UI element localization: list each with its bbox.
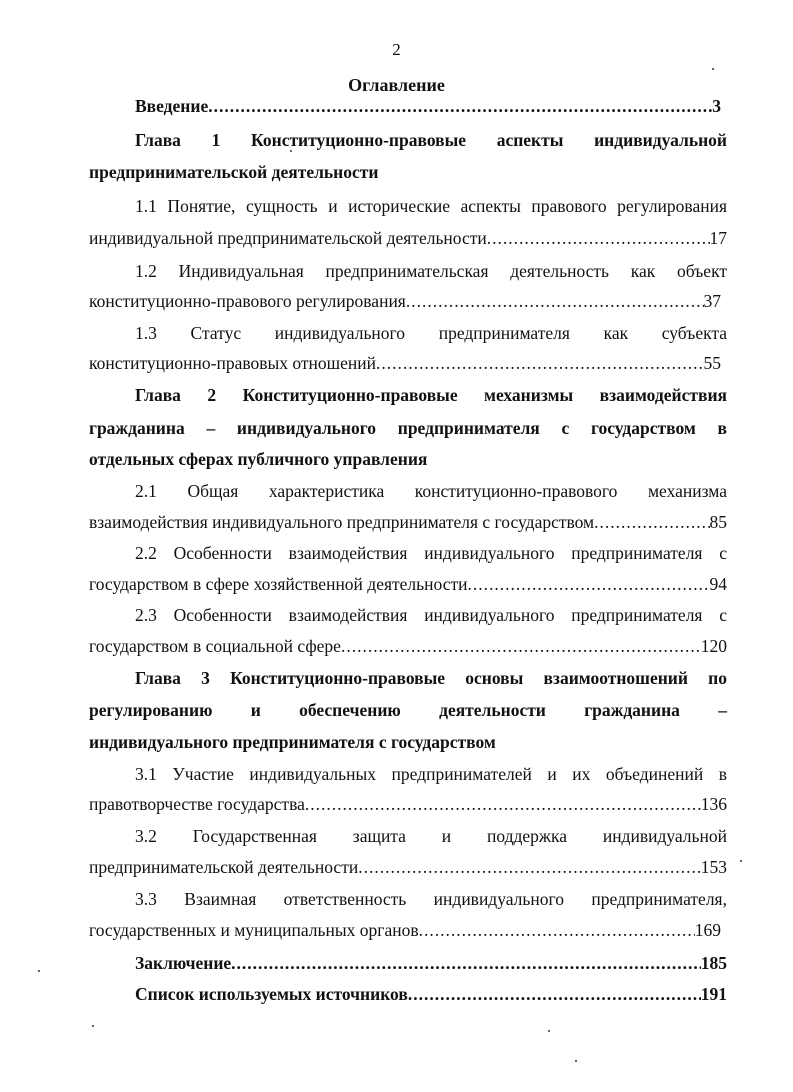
toc-title: Оглавление bbox=[348, 75, 445, 95]
page-number: 2 bbox=[392, 40, 401, 59]
chapter-1-heading-cont: предпринимательской деятельности bbox=[89, 162, 379, 182]
dot-leader bbox=[376, 353, 703, 373]
dot-leader bbox=[467, 574, 709, 594]
dot-leader bbox=[231, 953, 701, 973]
toc-entry-page: 153 bbox=[700, 857, 727, 877]
toc-entry-label: конституционно-правовых отношений bbox=[89, 353, 377, 373]
toc-entry-page: 17 bbox=[709, 228, 727, 248]
toc-entry-1-1[interactable]: 1.1 Понятие, сущность и исторические аспекты правового регулирования bbox=[135, 196, 727, 216]
toc-entry-2-2[interactable]: 2.2 Особенности взаимодействия индивидуального предпринимателя с bbox=[135, 543, 727, 563]
toc-entry-label: государством в сфере хозяйственной деятельности bbox=[89, 574, 468, 594]
dot-leader bbox=[594, 512, 709, 532]
toc-entry-label: Введение bbox=[135, 96, 209, 116]
toc-entry-page: 94 bbox=[709, 574, 727, 594]
scan-speck bbox=[290, 150, 292, 152]
toc-entry-page: 136 bbox=[700, 794, 727, 814]
toc-entry-1-3[interactable]: 1.3 Статус индивидуального предпринимателя как субъекта bbox=[135, 323, 727, 343]
dot-leader bbox=[408, 984, 701, 1004]
toc-entry-label: Заключение bbox=[135, 953, 232, 973]
toc-entry-3-3[interactable]: 3.3 Взаимная ответственность индивидуального предпринимателя, bbox=[135, 889, 727, 909]
dot-leader bbox=[406, 291, 704, 311]
dot-leader bbox=[419, 920, 695, 940]
dot-leader bbox=[341, 636, 701, 656]
toc-entry-label: предпринимательской деятельности bbox=[89, 857, 359, 877]
chapter-3-heading-cont-2: индивидуального предпринимателя с государством bbox=[89, 732, 496, 752]
dot-leader bbox=[208, 96, 712, 116]
scan-speck bbox=[575, 1060, 577, 1062]
chapter-2-heading[interactable]: Глава 2 Конституционно-правовые механизмы взаимодействия bbox=[135, 385, 727, 405]
toc-entry-page: 120 bbox=[700, 636, 727, 656]
chapter-2-heading-cont: гражданина – индивидуального предпринимателя с государством в bbox=[89, 418, 727, 438]
toc-entry-3-2[interactable]: 3.2 Государственная защита и поддержка индивидуальной bbox=[135, 826, 727, 846]
toc-entry-page: 169 bbox=[694, 920, 721, 940]
toc-entry-label: взаимодействия индивидуального предпринимателя с государством bbox=[89, 512, 595, 532]
toc-entry-3-1-cont bbox=[89, 794, 727, 814]
toc-entry-label: индивидуальной предпринимательской деятельности bbox=[89, 228, 487, 248]
toc-entry-2-1-cont bbox=[89, 512, 727, 532]
toc-entry-3-3-cont bbox=[89, 920, 721, 940]
toc-entry-label: Список используемых источников bbox=[135, 984, 408, 1004]
toc-entry-1-2-cont bbox=[89, 291, 721, 311]
toc-entry-page: 185 bbox=[700, 953, 727, 973]
scan-speck bbox=[712, 68, 714, 70]
toc-entry-page: 85 bbox=[709, 512, 727, 532]
dot-leader bbox=[487, 228, 710, 248]
scan-speck bbox=[548, 1030, 550, 1032]
chapter-2-heading-cont-2: отдельных сферах публичного управления bbox=[89, 449, 428, 469]
scan-speck bbox=[38, 970, 40, 972]
toc-entry-page: 191 bbox=[700, 984, 727, 1004]
toc-entry-2-1[interactable]: 2.1 Общая характеристика конституционно-правового механизма bbox=[135, 481, 727, 501]
toc-entry-3-2-cont bbox=[89, 857, 727, 877]
toc-entry-label: государством в социальной сфере bbox=[89, 636, 341, 656]
chapter-3-heading-cont: регулированию и обеспечению деятельности гражданина – bbox=[89, 700, 727, 720]
toc-entry-1-3-cont bbox=[89, 353, 721, 373]
toc-entry-2-3[interactable]: 2.3 Особенности взаимодействия индивидуального предпринимателя с bbox=[135, 605, 727, 625]
toc-entry-1-2[interactable]: 1.2 Индивидуальная предпринимательская деятельность как объект bbox=[135, 261, 727, 281]
dot-leader bbox=[358, 857, 701, 877]
chapter-1-heading[interactable]: Глава 1 Конституционно-правовые аспекты индивидуальной bbox=[135, 130, 727, 150]
toc-entry-3-1[interactable]: 3.1 Участие индивидуальных предпринимателей и их объединений в bbox=[135, 764, 727, 784]
toc-entry-intro[interactable] bbox=[135, 96, 721, 116]
toc-entry-label: государственных и муниципальных органов bbox=[89, 920, 419, 940]
toc-entry-2-2-cont bbox=[89, 574, 727, 594]
scan-speck bbox=[92, 1025, 94, 1027]
toc-entry-label: правотворчестве государства bbox=[89, 794, 305, 814]
chapter-3-heading[interactable]: Глава 3 Конституционно-правовые основы взаимоотношений по bbox=[135, 668, 727, 688]
toc-entry-page: 55 bbox=[703, 353, 721, 373]
toc-entry-page: 37 bbox=[703, 291, 721, 311]
toc-entry-page: 3 bbox=[712, 96, 721, 116]
toc-entry-conclusion[interactable] bbox=[135, 953, 727, 973]
toc-entry-2-3-cont bbox=[89, 636, 727, 656]
toc-entry-sources[interactable] bbox=[135, 984, 727, 1004]
dot-leader bbox=[305, 794, 701, 814]
toc-entry-label: конституционно-правового регулирования bbox=[89, 291, 406, 311]
scan-speck bbox=[740, 860, 742, 862]
toc-entry-1-1-cont bbox=[89, 228, 727, 248]
